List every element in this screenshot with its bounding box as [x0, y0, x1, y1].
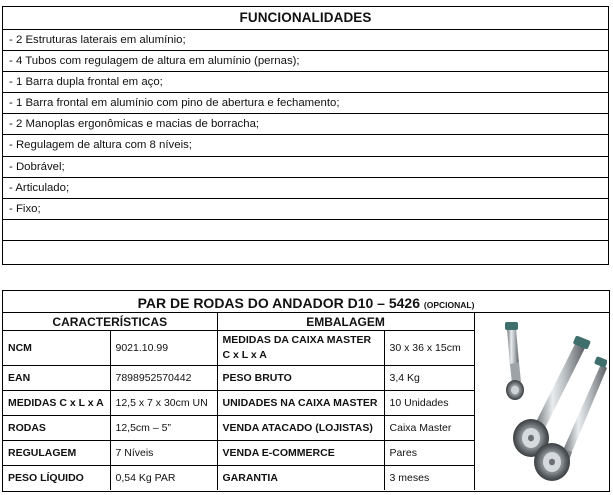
caracteristicas-header: CARACTERÍSTICAS	[3, 313, 217, 331]
feature-row: - 2 Estruturas laterais em alumínio;	[3, 30, 608, 51]
pack-label: PESO BRUTO	[217, 366, 384, 391]
feature-row: - Articulado;	[3, 178, 608, 199]
spec-value: 0,54 Kg PAR	[110, 466, 217, 491]
pack-value: Caixa Master	[384, 416, 474, 441]
walker-wheels-photo	[479, 320, 607, 486]
specs-table	[3, 313, 475, 490]
pack-label: MEDIDAS DA CAIXA MASTER C x L x A	[217, 331, 384, 366]
feature-row: - Dobrável;	[3, 157, 608, 178]
rodas-title	[3, 291, 609, 313]
spec-value: 9021.10.99	[110, 331, 217, 366]
spec-label: RODAS	[3, 416, 110, 441]
feature-row: - Fixo;	[3, 199, 608, 220]
pack-value: 3 meses	[384, 466, 474, 491]
feature-row: - 2 Manoplas ergonômicas e macias de borracha;	[3, 114, 608, 135]
feature-row: - Regulagem de altura com 8 níveis;	[3, 135, 608, 156]
pack-value: 3,4 Kg	[384, 366, 474, 391]
spec-label: REGULAGEM	[3, 441, 110, 466]
spec-label: EAN	[3, 366, 110, 391]
rodas-title-text: PAR DE RODAS DO ANDADOR D10 – 5426	[137, 295, 420, 311]
feature-row-empty	[3, 241, 608, 262]
pack-value: Pares	[384, 441, 474, 466]
feature-row: - 4 Tubos com regulagem de altura em alumínio (pernas);	[3, 51, 608, 72]
spec-label: NCM	[3, 331, 110, 366]
pack-label: UNIDADES NA CAIXA MASTER	[217, 391, 384, 416]
funcionalidades-title: FUNCIONALIDADES	[3, 7, 608, 30]
pack-label: VENDA E-COMMERCE	[217, 441, 384, 466]
spec-value: 7898952570442	[110, 366, 217, 391]
spec-value: 12,5 x 7 x 30cm UN	[110, 391, 217, 416]
funcionalidades-table	[2, 6, 609, 265]
feature-row: - 1 Barra dupla frontal em aço;	[3, 72, 608, 93]
pack-label: VENDA ATACADO (LOJISTAS)	[217, 416, 384, 441]
spec-value: 7 Níveis	[110, 441, 217, 466]
embalagem-header: EMBALAGEM	[217, 313, 474, 331]
spec-label: MEDIDAS C x L x A	[3, 391, 110, 416]
spec-value: 12,5cm – 5”	[110, 416, 217, 441]
pack-value: 30 x 36 x 15cm	[384, 331, 474, 366]
rodas-title-optional: (OPCIONAL)	[423, 300, 475, 310]
feature-row: - 1 Barra frontal em alumínio com pino de abertura e fechamento;	[3, 93, 608, 114]
feature-row-empty	[3, 220, 608, 241]
pack-label: GARANTIA	[217, 466, 384, 491]
pack-value: 10 Unidades	[384, 391, 474, 416]
rodas-table	[2, 290, 610, 492]
spec-label: PESO LÍQUIDO	[3, 466, 110, 491]
